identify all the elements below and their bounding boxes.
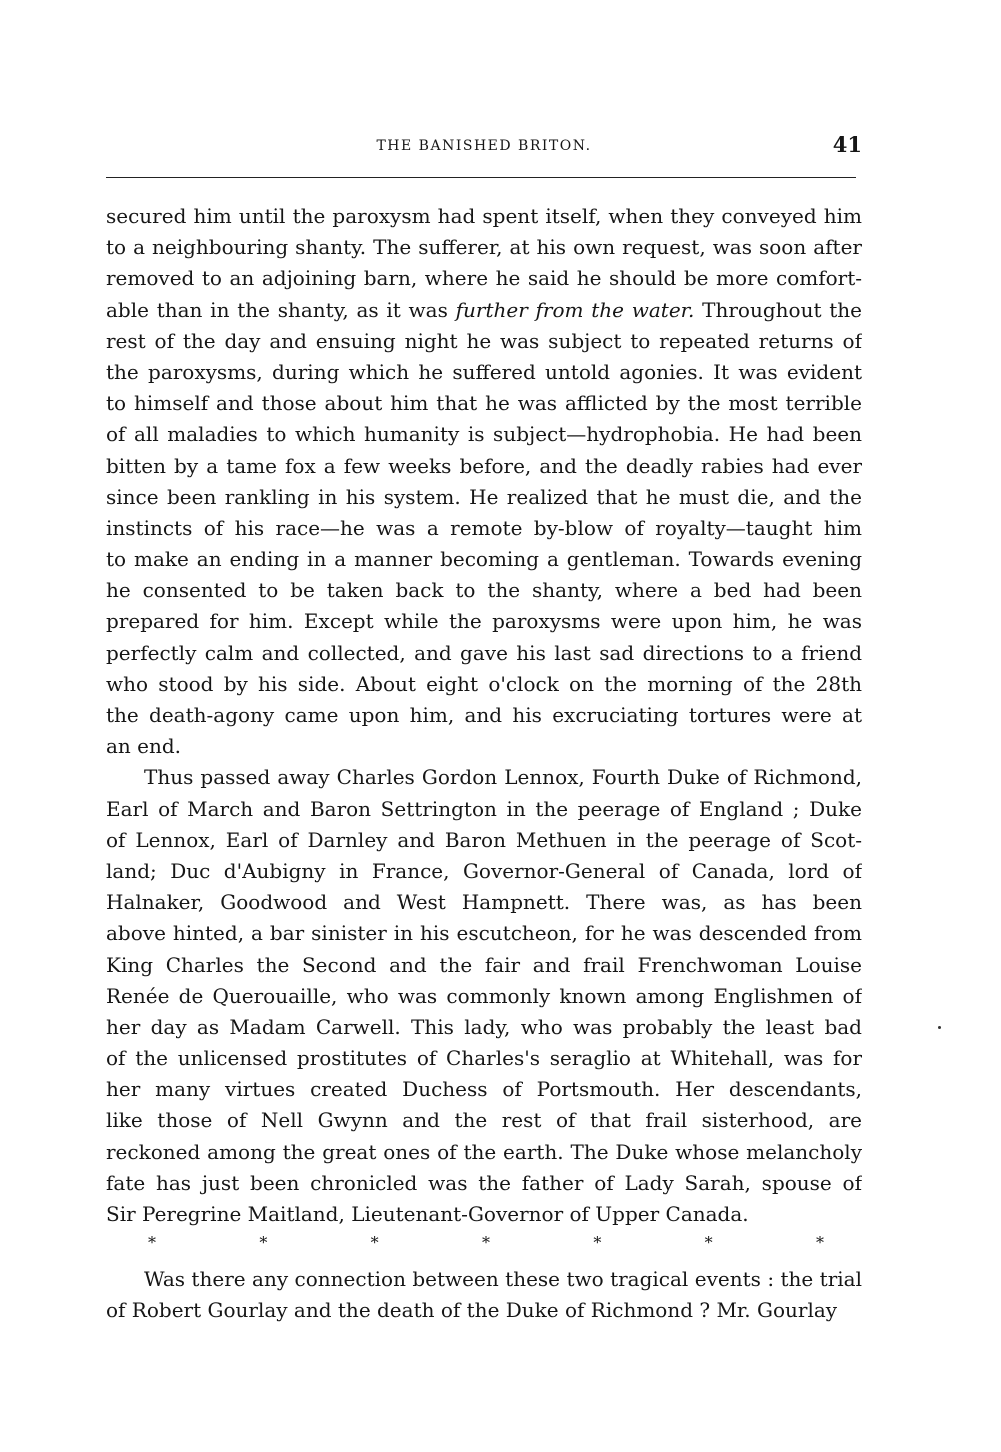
text-line (106, 482, 862, 513)
text-line (106, 1168, 862, 1199)
text-line (106, 1264, 862, 1295)
text-run: Thus passed away Charles Gordon Lennox, Fourth Duke of Richmond, (144, 765, 862, 790)
text-run: who stood by his side. About eight o'clock on the morning of the 28th (106, 671, 862, 696)
asterisk: * (704, 1233, 713, 1253)
text-line (106, 669, 862, 700)
text-line (106, 1012, 862, 1043)
text-line (106, 825, 862, 856)
text-run: her many virtues created Duchess of Portsmouth. Her descendants, (106, 1077, 862, 1102)
text-run: King Charles the Second and the fair and frail Frenchwoman Louise (106, 952, 862, 977)
text-line (106, 606, 862, 637)
text-run: of Robert Gourlay and the death of the Duke of Richmond ? Mr. Gourlay (106, 1298, 838, 1323)
text-line (106, 232, 862, 263)
text-run: Throughout the (694, 297, 862, 322)
text-line (106, 575, 862, 606)
text-line (106, 419, 862, 450)
paragraph (106, 201, 862, 762)
text-line (106, 950, 862, 981)
text-run: of all maladies to which humanity is subject—hydrophobia. He had been (106, 422, 862, 447)
text-line (106, 731, 862, 762)
text-line (106, 1137, 862, 1168)
body-text (106, 201, 862, 1327)
text-line (106, 388, 862, 419)
text-line (106, 544, 862, 575)
text-line (106, 1043, 862, 1074)
text-line (106, 700, 862, 731)
text-run: her day as Madam Carwell. This lady, who was probably the least bad (106, 1014, 862, 1039)
text-line (106, 856, 862, 887)
text-run: reckoned among the great ones of the earth. The Duke whose melancholy (106, 1139, 862, 1164)
text-run: the paroxysms, during which he suffered untold agonies. It was evident (106, 359, 862, 384)
text-run: prepared for him. Except while the paroxysms were upon him, he was (106, 609, 862, 634)
text-run: of Lennox, Earl of Darnley and Baron Methuen in the peerage of Scot- (106, 827, 862, 852)
text-run: of the unlicensed prostitutes of Charles's seraglio at Whitehall, was for (106, 1046, 862, 1071)
text-line (106, 513, 862, 544)
text-run: instincts of his race—he was a remote by-blow of royalty—taught him (106, 515, 862, 540)
page-header (106, 132, 862, 162)
text-line (106, 887, 862, 918)
text-run: he consented to be taken back to the shanty, where a bed had been (106, 578, 862, 603)
text-line (106, 918, 862, 949)
text-run: rest of the day and ensuing night he was subject to repeated returns of (106, 328, 862, 353)
asterisk: * (593, 1233, 602, 1253)
text-run: Earl of March and Baron Settrington in the peerage of England ; Duke (106, 796, 862, 821)
text-run: the death-agony came upon him, and his excruciating tortures were at (106, 703, 862, 727)
text-line (106, 638, 862, 669)
text-run: Renée de Querouaille, who was commonly known among Englishmen of (106, 983, 862, 1008)
text-run: Was there any connection between these two tragical events : the trial (144, 1267, 862, 1292)
text-run: land; Duc d'Aubigny in France, Governor-General of Canada, lord of (106, 858, 862, 883)
asterisk: * (815, 1233, 824, 1253)
text-line (106, 1295, 862, 1326)
text-line (106, 295, 862, 326)
text-run: Halnaker, Goodwood and West Hampnett. There was, as has been (106, 890, 862, 915)
text-run: like those of Nell Gwynn and the rest of that frail sisterhood, are (106, 1108, 862, 1133)
text-run: since been rankling in his system. He realized that he must die, and the (106, 484, 862, 509)
text-line (106, 1105, 862, 1136)
text-line (106, 451, 862, 482)
text-run: perfectly calm and collected, and gave his last sad directions to a friend (106, 640, 862, 665)
text-line (106, 263, 862, 294)
text-line (106, 981, 862, 1012)
text-line (106, 1074, 862, 1105)
text-line (106, 326, 862, 357)
text-run: to himself and those about him that he was afflicted by the most terrible (106, 391, 862, 416)
text-line (106, 1199, 862, 1230)
text-run: Sir Peregrine Maitland, Lieutenant-Governor of Upper Canada. (106, 1202, 749, 1226)
text-run: an end. (106, 734, 182, 759)
text-run: removed to an adjoining barn, where he said he should be more comfort- (106, 266, 862, 291)
text-run: to make an ending in a manner becoming a gentleman. Towards evening (106, 547, 862, 572)
text-run: fate has just been chronicled was the father of Lady Sarah, spouse of (106, 1170, 862, 1195)
paragraph (106, 1264, 862, 1326)
asterisk: * (148, 1233, 156, 1253)
italic-text: further from the water. (455, 297, 695, 322)
section-break-asterisks (106, 1230, 862, 1264)
asterisk: * (370, 1233, 379, 1253)
asterisk: * (259, 1233, 268, 1253)
running-title: THE BANISHED BRITON. (376, 138, 592, 154)
text-run: able than in the shanty, as it was (106, 297, 456, 322)
text-line (106, 794, 862, 825)
asterisk: * (481, 1233, 490, 1253)
text-run: to a neighbouring shanty. The sufferer, at his own request, was soon after (106, 235, 862, 260)
text-line (106, 762, 862, 793)
ink-speck (938, 1026, 941, 1029)
paragraph (106, 762, 862, 1230)
text-line (106, 357, 862, 388)
text-line (106, 201, 862, 232)
text-run: above hinted, a bar sinister in his escutcheon, for he was descended from (106, 921, 862, 946)
text-run: secured him until the paroxysm had spent itself, when they conveyed him (106, 204, 862, 228)
text-run: bitten by a tame fox a few weeks before, and the deadly rabies had ever (106, 453, 862, 478)
page-number: 41 (832, 132, 862, 157)
header-rule (106, 177, 856, 178)
